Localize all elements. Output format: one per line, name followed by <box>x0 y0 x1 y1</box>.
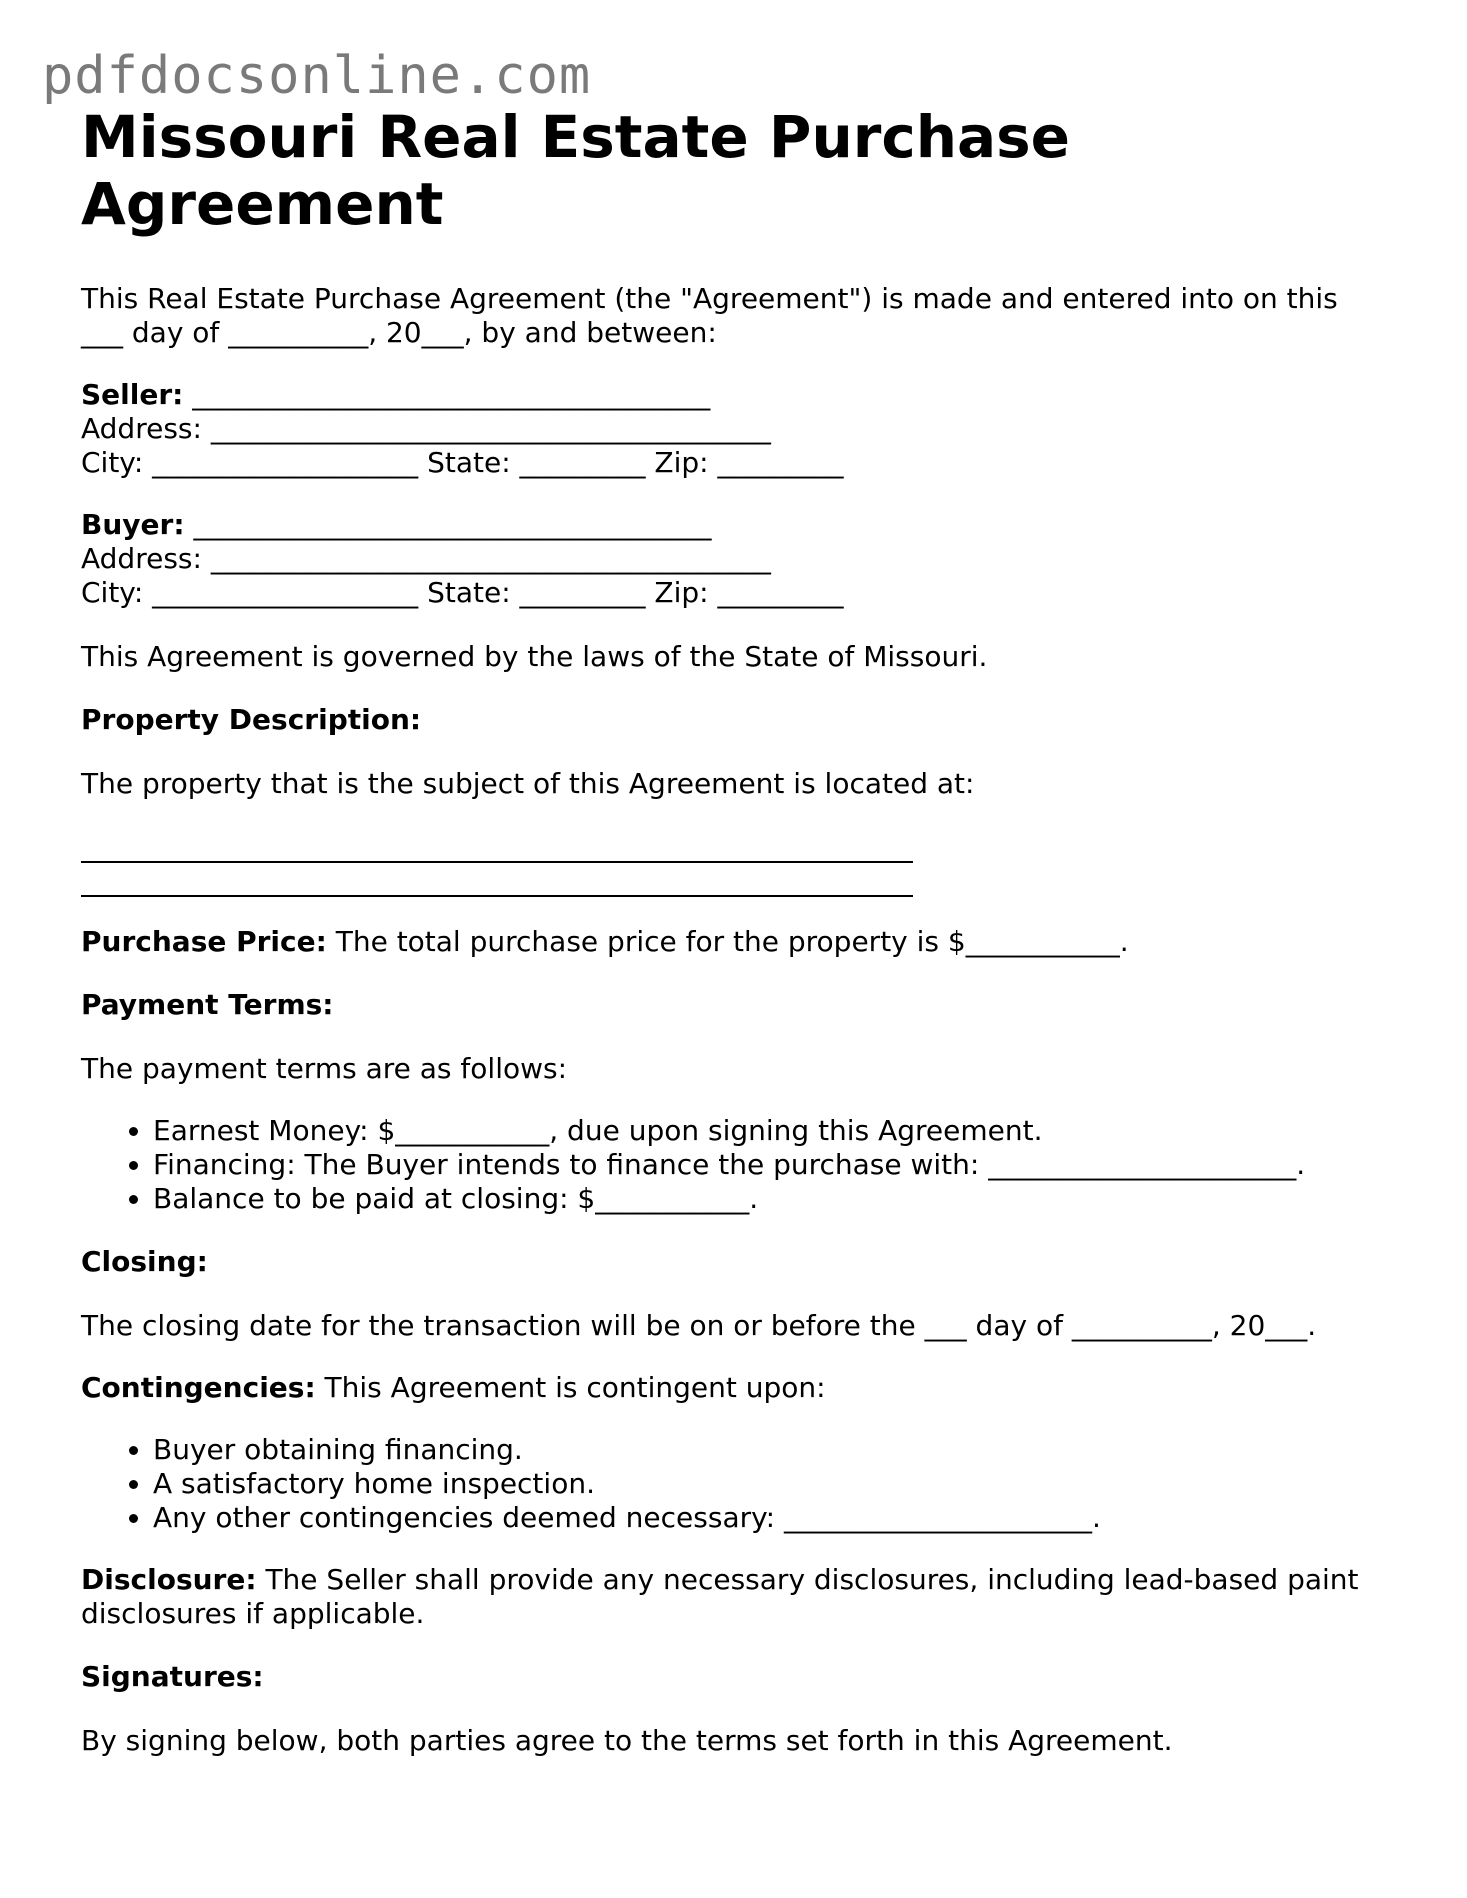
buyer-name-field[interactable]: _____________________________________ <box>193 508 712 541</box>
signatures-heading <box>81 1660 1401 1694</box>
disclosure-text: The Seller shall provide any necessary disclosures, including lead-based paint disclosures if applicable. <box>81 1563 1359 1630</box>
list-item: • A satisfactory home inspection. <box>153 1467 1401 1501</box>
contingencies-label: Contingencies: <box>81 1371 316 1404</box>
closing-heading <box>81 1245 1401 1279</box>
list-item: • Financing: The Buyer intends to finance the purchase with: ______________________. <box>153 1148 1401 1182</box>
list-item: • Buyer obtaining financing. <box>153 1433 1401 1467</box>
seller-city-state-zip-field[interactable]: City: ___________________ State: _________ Zip: _________ <box>81 446 844 479</box>
purchase-price-text: The total purchase price for the property is $___________. <box>326 925 1129 958</box>
property-heading <box>81 703 1401 737</box>
seller-name-line <box>81 378 1401 412</box>
contingencies-paragraph <box>81 1371 1401 1405</box>
intro-line-2: ___ day of __________, 20___, by and between: <box>81 316 717 349</box>
intro-paragraph <box>81 282 1401 350</box>
contingencies-list <box>81 1433 1401 1535</box>
signatures-text: By signing below, both parties agree to the terms set forth in this Agreement. <box>81 1724 1173 1757</box>
seller-block <box>81 378 1401 480</box>
buyer-city-state-zip-field[interactable]: City: ___________________ State: _________ Zip: _________ <box>81 576 844 609</box>
property-address-line-2[interactable] <box>81 863 913 897</box>
list-item: • Any other contingencies deemed necessary: ______________________. <box>153 1501 1401 1535</box>
closing-label: Closing: <box>81 1245 208 1278</box>
seller-label: Seller: <box>81 378 184 411</box>
buyer-label: Buyer: <box>81 508 185 541</box>
payment-terms-label: Payment Terms: <box>81 988 334 1021</box>
closing-text: The closing date for the transaction will be on or before the ___ day of __________, 20___. <box>81 1309 1317 1342</box>
signatures-label: Signatures: <box>81 1660 264 1693</box>
contingencies-text: This Agreement is contingent upon: <box>315 1371 826 1404</box>
watermark: pdfdocsonline.com <box>42 46 592 106</box>
purchase-price-paragraph <box>81 925 1401 959</box>
seller-name-field[interactable]: _____________________________________ <box>192 378 711 411</box>
list-item: • Earnest Money: $___________, due upon signing this Agreement. <box>153 1114 1401 1148</box>
buyer-block <box>81 508 1401 610</box>
purchase-price-label: Purchase Price: <box>81 925 327 958</box>
property-heading-label: Property Description: <box>81 703 422 736</box>
disclosure-label: Disclosure: <box>81 1563 257 1596</box>
buyer-name-line <box>81 508 1401 542</box>
governing-law-text: This Agreement is governed by the laws of the State of Missouri. <box>81 640 988 673</box>
payment-terms-heading <box>81 988 1401 1022</box>
document-page <box>81 104 1401 1758</box>
list-item: • Balance to be paid at closing: $___________. <box>153 1182 1401 1216</box>
property-text: The property that is the subject of this Agreement is located at: <box>81 767 975 800</box>
payment-terms-list <box>81 1114 1401 1216</box>
seller-address-field[interactable]: Address: ________________________________________ <box>81 412 771 445</box>
property-address-line-1[interactable] <box>81 829 913 863</box>
page-title: Missouri Real Estate Purchase Agreement <box>81 103 1071 238</box>
payment-terms-text: The payment terms are as follows: <box>81 1052 568 1085</box>
intro-line-1: This Real Estate Purchase Agreement (the "Agreement") is made and entered into on this <box>81 282 1338 315</box>
buyer-address-field[interactable]: Address: ________________________________________ <box>81 542 771 575</box>
disclosure-paragraph <box>81 1563 1401 1631</box>
property-address-lines <box>81 829 1401 897</box>
